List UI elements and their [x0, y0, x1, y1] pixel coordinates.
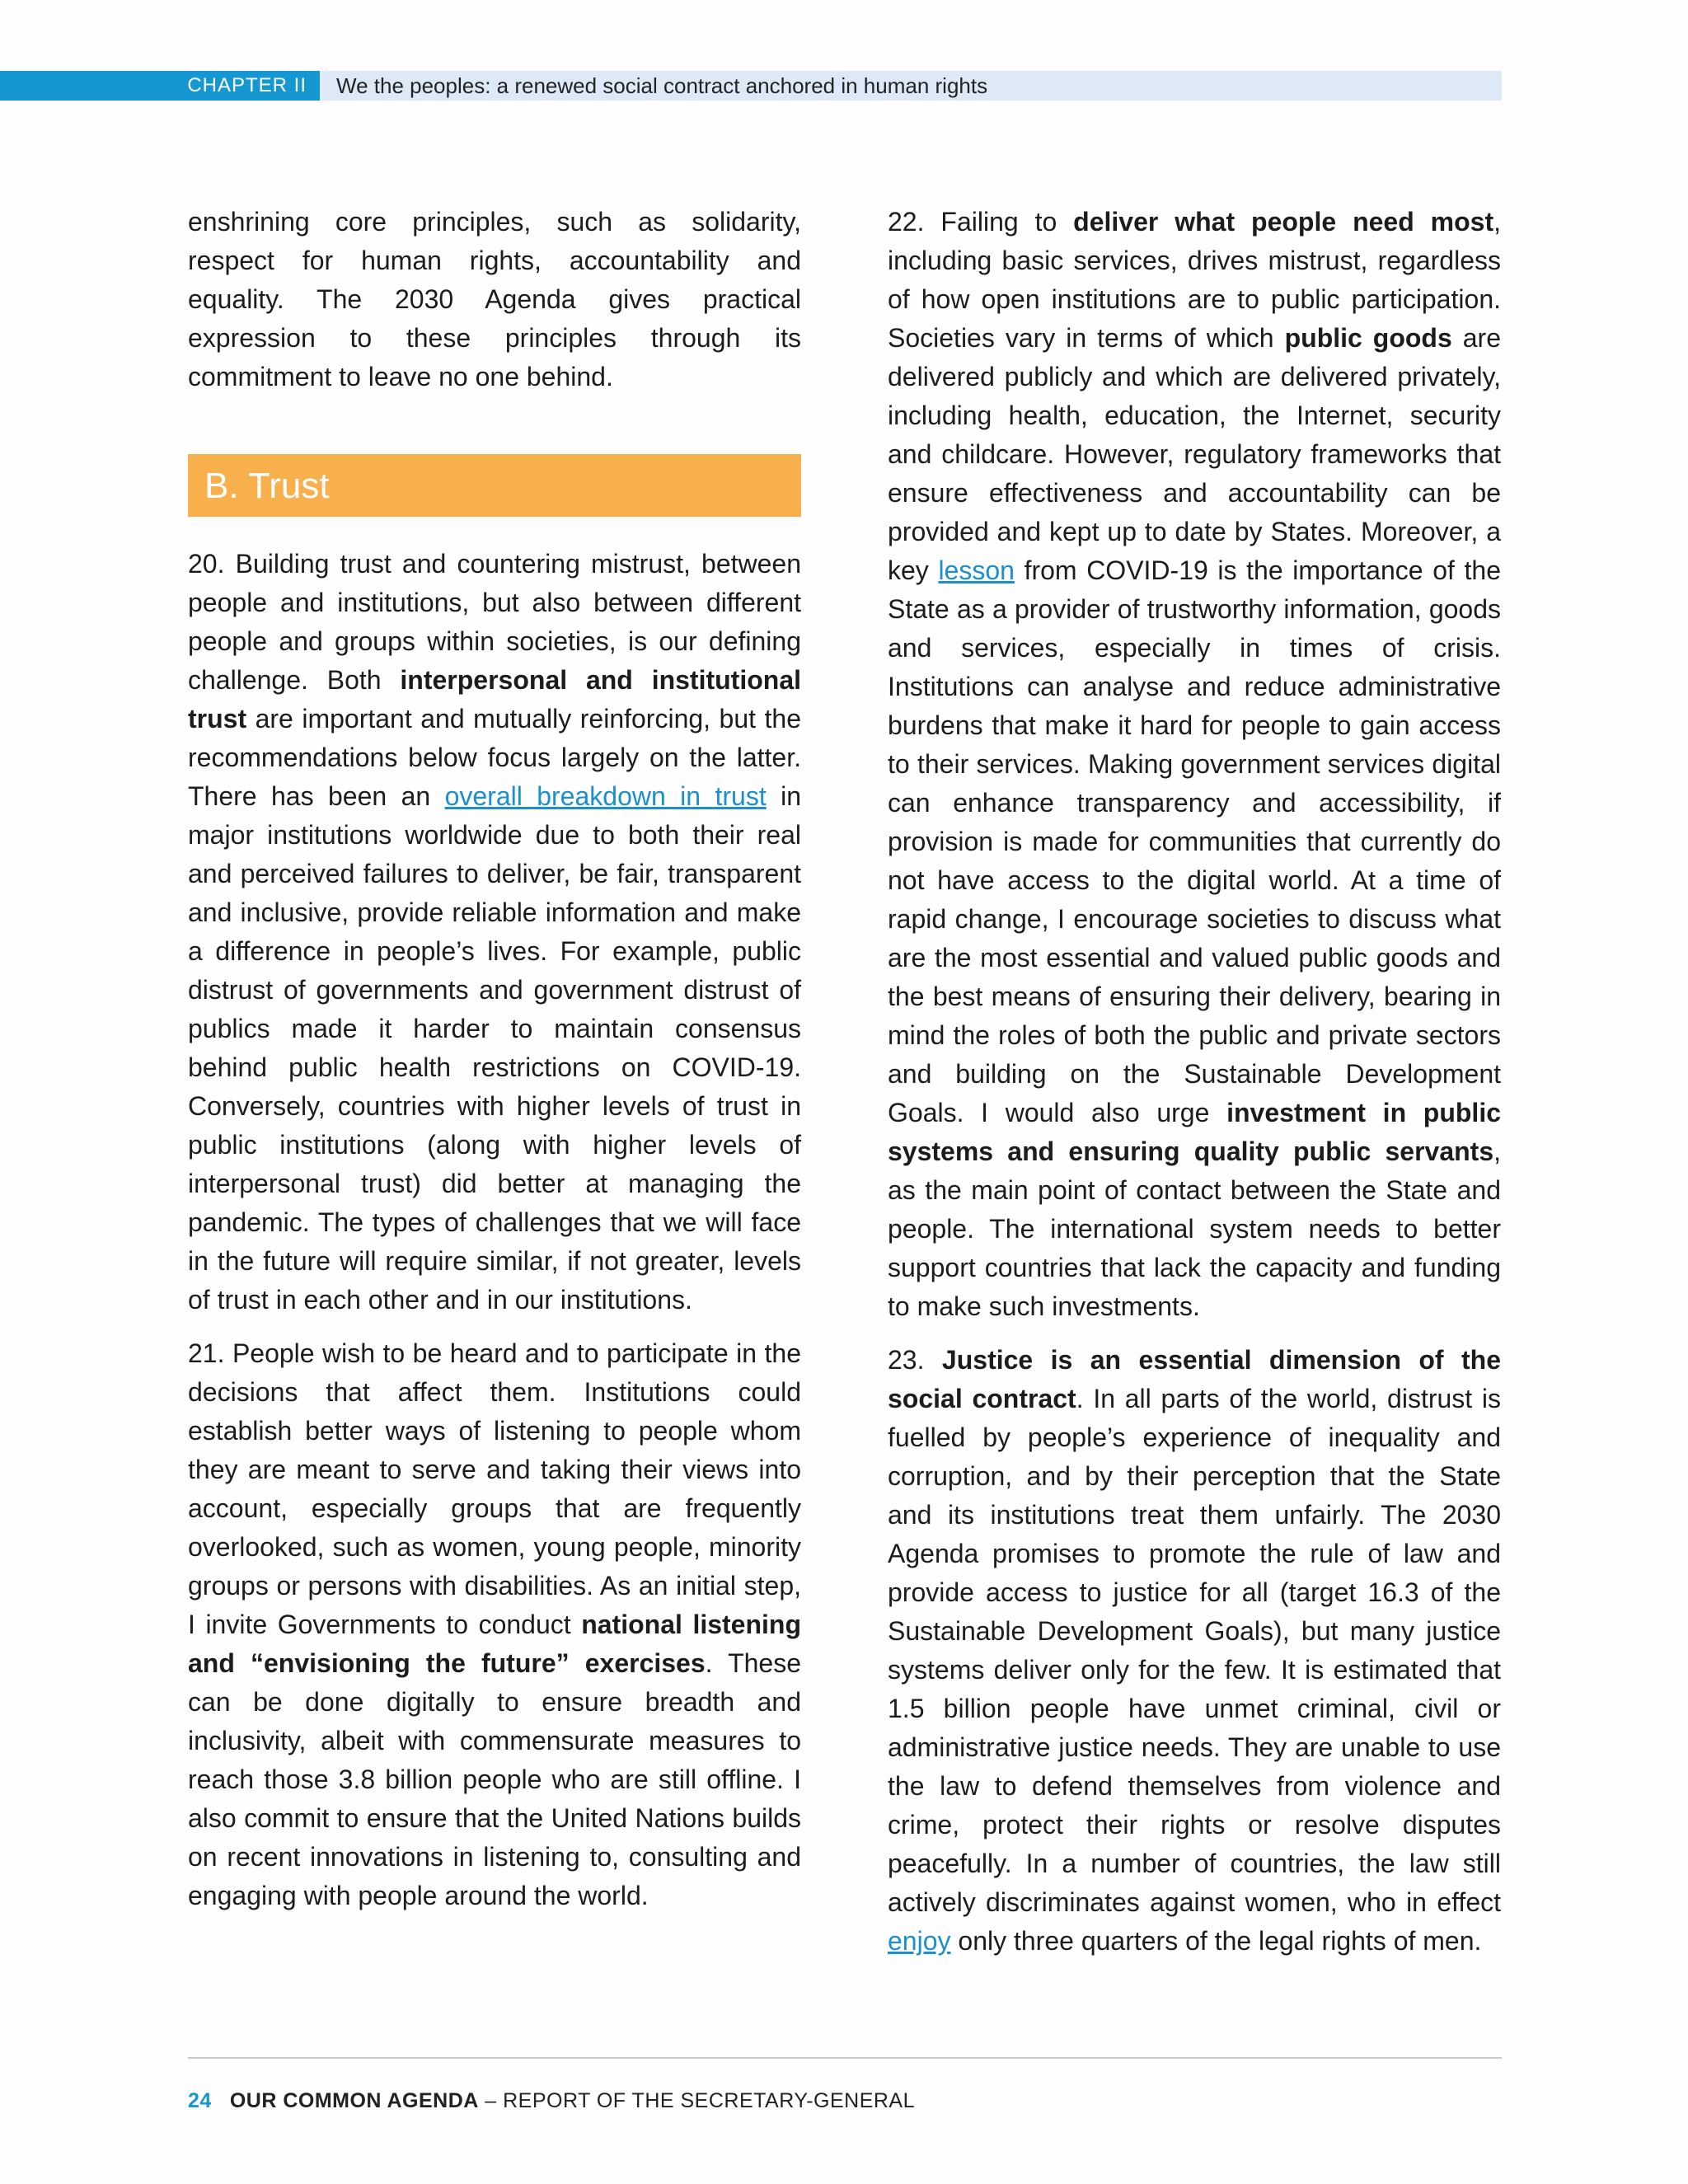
p21-text-1: 21. People wish to be heard and to participate in the decisions that affect them. Institutions could establish better ways of listening to people whom they are meant to serve and taking their views into account, especially groups that are frequently overlooked, such as women, young people, minority groups or persons with disabilities. As an initial step, I invite Governments to conduct: [188, 1338, 801, 1639]
paragraph-22: [888, 203, 1501, 1326]
paragraph-23: [888, 1341, 1501, 1961]
paragraph-21: [188, 1334, 801, 1915]
p20-text-1: 20. Building trust and countering mistrust, between people and institutions, but also between different people and groups within societies, is our defining challenge. Both: [188, 549, 801, 695]
report-subtitle: – REPORT OF THE SECRETARY-GENERAL: [478, 2089, 916, 2112]
p21-text-2: . These can be done digitally to ensure breadth and inclusivity, albeit with commensurate measures to reach those 3.8 billion people who are still offline. I also commit to ensure that the United Nations builds on recent innovations in listening to, consulting and engaging with people around the world.: [188, 1648, 802, 1910]
p23-bold-1: Justice is an essential dimension of the social contract: [888, 1345, 1502, 1413]
left-column: [188, 203, 801, 1930]
intro-paragraph: enshrining core principles, such as solidarity, respect for human rights, accountability and equality. The 2030 Agenda gives practical expression to these principles through its commitment to leave no one behind.: [188, 207, 801, 391]
footer-divider: [188, 2057, 1502, 2059]
p20-text-3: in major institutions worldwide due to both their real and perceived failures to deliver, be fair, transparent and inclusive, provide reliable information and make a difference in people’s lives. For example, public distrust of governments and government distrust of publics made it harder to maintain consensus behind public health restrictions on COVID-19. Conversely, countries with higher levels of trust in public institutions (along with higher levels of interpersonal trust) did better at managing the pandemic. The types of challenges that we will face in the future will require similar, if not greater, levels of trust in each other and in our institutions.: [188, 781, 802, 1315]
chapter-label: CHAPTER II: [0, 71, 320, 101]
p22-text-1: 22. Failing to: [888, 207, 1074, 237]
p22-text-2: , including basic services, drives mistrust, regardless of how open institutions are to public participation. Societies vary in terms of which: [888, 207, 1501, 353]
p22-bold-1: deliver what people need most: [1073, 207, 1494, 237]
p23-text-3: only three quarters of the legal rights of men.: [950, 1926, 1482, 1956]
section-heading: B. Trust: [188, 454, 801, 517]
p22-bold-2: public goods: [1284, 323, 1452, 353]
chapter-title: We the peoples: a renewed social contract anchored in human rights: [336, 73, 988, 98]
p20-bold-1: interpersonal and institutional trust: [188, 665, 802, 733]
p23-text-1: 23.: [888, 1345, 942, 1375]
paragraph-20: [188, 545, 801, 1319]
p23-text-2: . In all parts of the world, distrust is fuelled by people’s experience of inequality and corruption, and by their perception that the State and its institutions treat them unfairly. The 2030 Agenda promises to promote the rule of law and provide access to justice for all (target 16.3 of the Sustainable Development Goals), but many justice systems deliver only for the few. It is estimated that 1.5 billion people have unmet criminal, civil or administrative justice needs. They are unable to use the law to defend themselves from violence and crime, protect their rights or resolve disputes peacefully. In a number of countries, the law still actively discriminates against women, who in effect: [888, 1384, 1502, 1917]
report-name: OUR COMMON AGENDA: [229, 2089, 479, 2112]
p22-text-3: are delivered publicly and which are delivered privately, including health, education, the Internet, security and childcare. However, regulatory frameworks that ensure effectiveness and accountability can be provided and kept up to date by States. Moreover, a key: [888, 323, 1502, 585]
overall-breakdown-link[interactable]: overall breakdown in trust: [444, 781, 767, 811]
right-column: [888, 203, 1501, 1975]
p22-text-5: , as the main point of contact between the State and people. The international system needs to better support countries that lack the capacity and funding to make such investments.: [888, 1137, 1501, 1321]
page-number: 24: [188, 2089, 212, 2112]
lesson-link[interactable]: lesson: [938, 555, 1015, 585]
p21-bold-1: national listening and “envisioning the future” exercises: [188, 1610, 802, 1678]
p22-bold-3: investment in public systems and ensuring quality public servants: [888, 1098, 1502, 1166]
enjoy-link[interactable]: enjoy: [888, 1926, 951, 1956]
p20-text-2: are important and mutually reinforcing, but the recommendations below focus largely on the latter. There has been an: [188, 704, 801, 811]
p22-text-4: from COVID-19 is the importance of the State as a provider of trustworthy information, goods and services, especially in times of crisis. Institutions can analyse and reduce administrative burdens that make it hard for people to gain access to their services. Making government services digital can enhance transparency and accessibility, if provision is made for communities that currently do not have access to the digital world. At a time of rapid change, I encourage societies to discuss what are the most essential and valued public goods and the best means of ensuring their delivery, bearing in mind the roles of both the public and private sectors and building on the Sustainable Development Goals. I would also urge: [888, 555, 1502, 1127]
page-footer: [188, 2089, 915, 2113]
